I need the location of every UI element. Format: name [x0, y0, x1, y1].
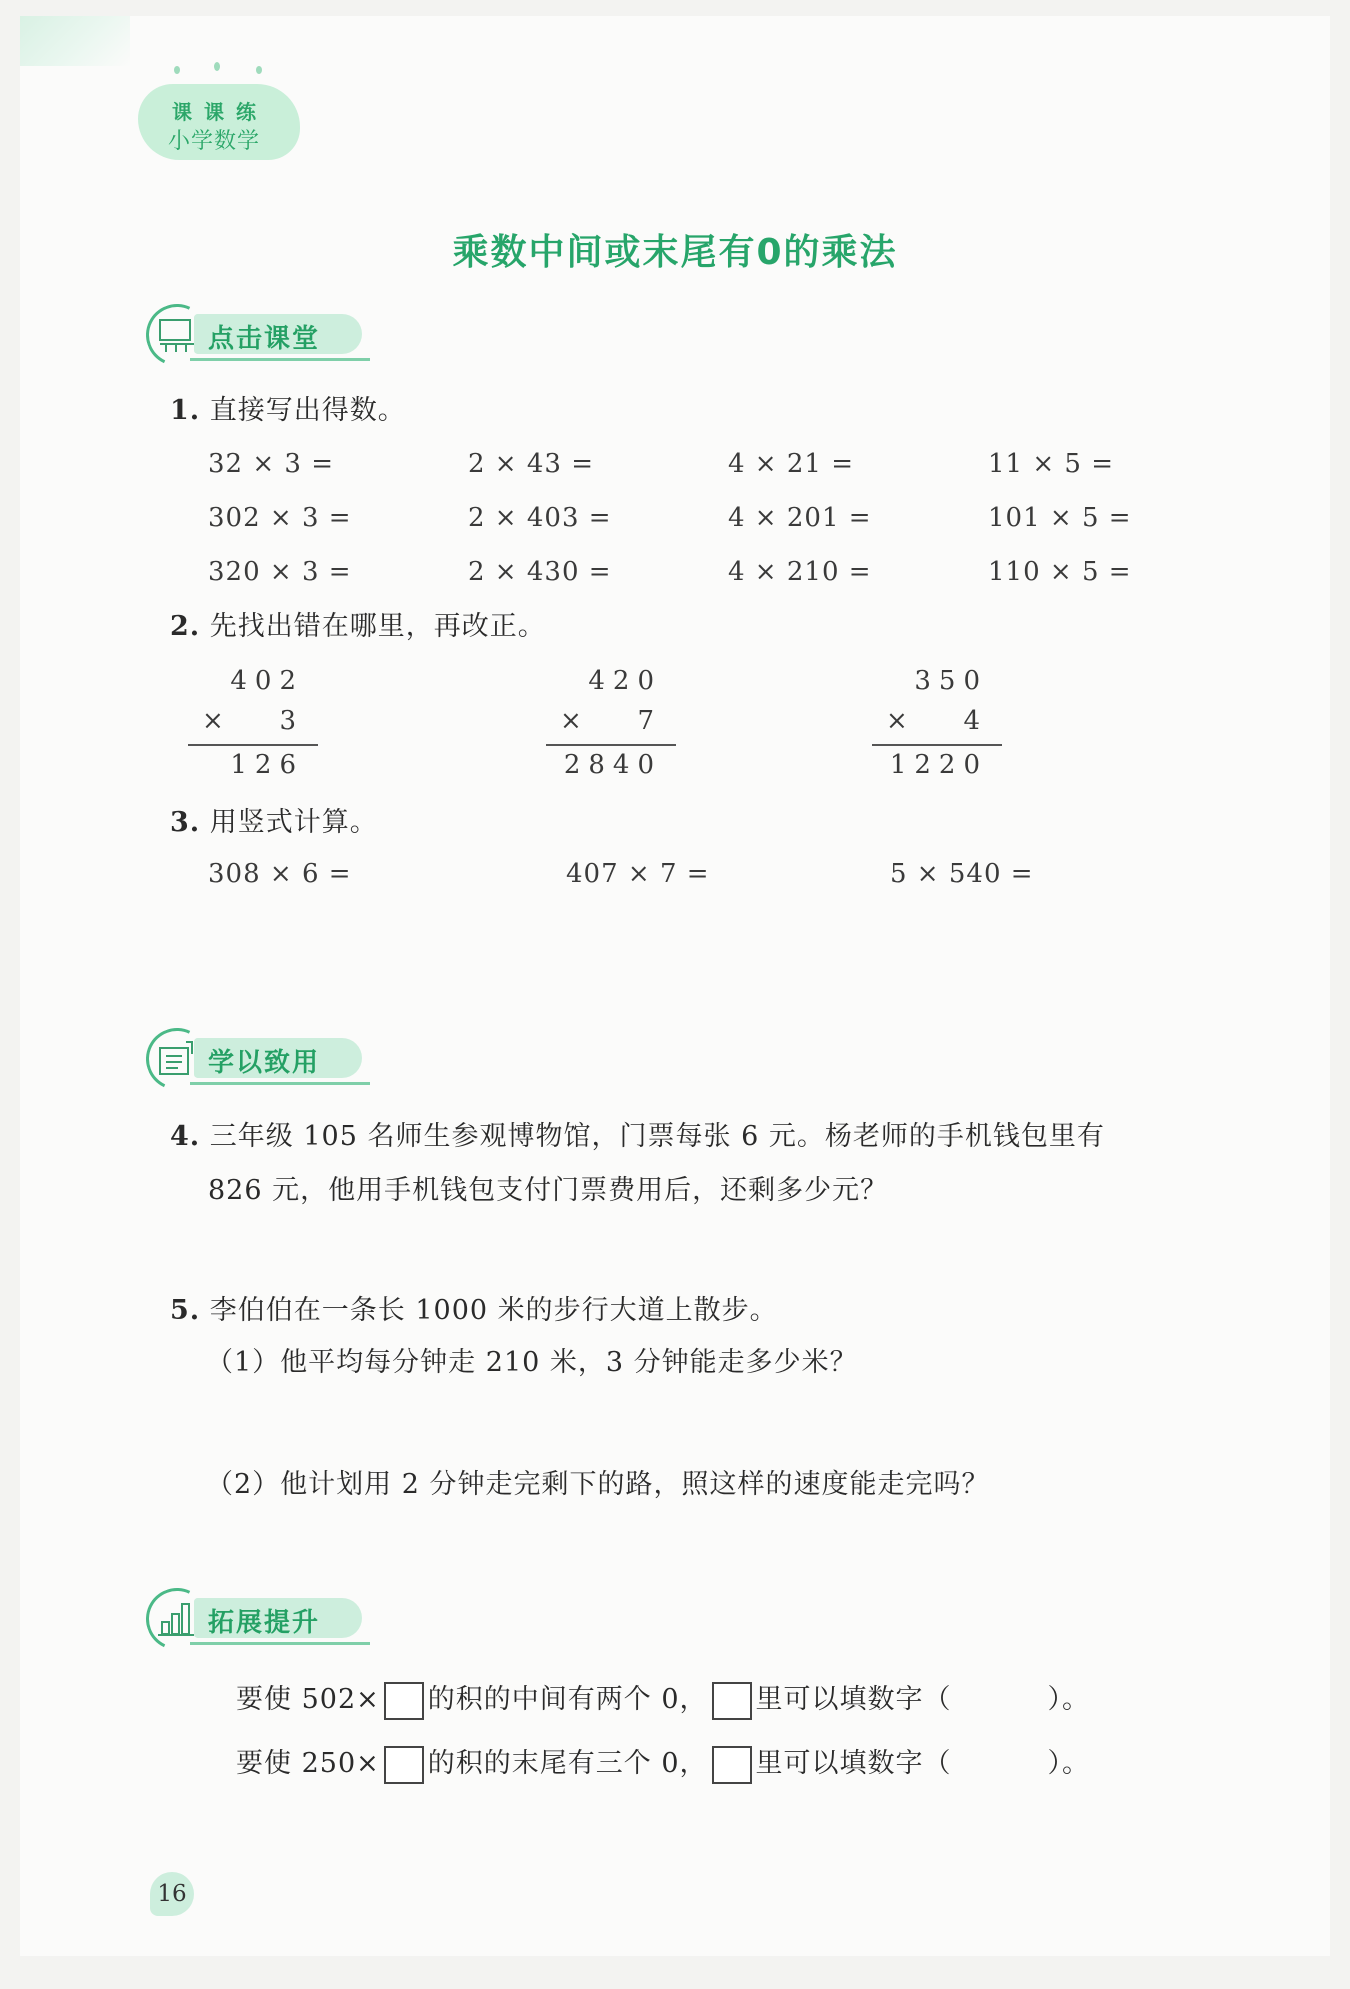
section-underline: [190, 1082, 370, 1085]
question-text: 用竖式计算。: [209, 807, 378, 838]
brand-line2: 小学数学: [168, 129, 261, 154]
brand-line1: 课课练: [172, 100, 268, 124]
calc-multiplier: 4: [963, 706, 988, 736]
sub-question-1: （1）他平均每分钟走 210 米，3 分钟能走多少米？: [206, 1347, 858, 1378]
q1-expr: 320 × 3 =: [208, 557, 352, 587]
question-number: 5.: [170, 1295, 201, 1326]
sub-question-2: （2）他计划用 2 分钟走完剩下的路，照这样的速度能走完吗？: [206, 1469, 990, 1500]
calc-result: 126: [230, 750, 304, 780]
book-icon: [156, 1038, 198, 1078]
question-3: [170, 806, 378, 840]
q1-expr: 2 × 403 =: [468, 503, 612, 533]
q1-expr: 302 × 3 =: [208, 503, 352, 533]
fill-text: 的积的末尾有三个 0，: [427, 1748, 708, 1779]
section-header-3: [146, 1588, 406, 1650]
classroom-icon: [156, 314, 198, 354]
question-number: 1.: [170, 395, 201, 426]
section-underline: [190, 1642, 370, 1645]
calc-multiplier: 7: [637, 706, 662, 736]
corner-shade: [20, 16, 130, 66]
calc-rule: [872, 744, 1002, 746]
extension-question-2: [236, 1744, 1090, 1784]
fill-text: 要使 250×: [236, 1748, 380, 1779]
fill-text: ）。: [1047, 1684, 1091, 1715]
question-5: [170, 1294, 778, 1328]
times-sign: ×: [202, 706, 224, 736]
calc-rule: [546, 744, 676, 746]
brand-badge: [118, 62, 308, 172]
section-title-2: 学以致用: [208, 1048, 321, 1078]
calc-top: 420: [588, 666, 662, 696]
workbook-page: [20, 16, 1330, 1956]
q1-expr: 32 × 3 =: [208, 449, 334, 479]
question-text: 先找出错在哪里，再改正。: [209, 611, 546, 642]
answer-box[interactable]: [384, 1746, 424, 1784]
calc-result: 2840: [563, 750, 662, 780]
page-number: 16: [150, 1872, 194, 1916]
section-header-2: [146, 1028, 406, 1090]
page-title: 乘数中间或末尾有0的乘法: [452, 232, 898, 273]
fill-text: 里可以填数字（: [755, 1684, 952, 1715]
fill-text: ）。: [1047, 1748, 1091, 1779]
q1-expr: 2 × 43 =: [468, 449, 594, 479]
section-title-1: 点击课堂: [208, 324, 321, 354]
question-4-line2: 826 元，他用手机钱包支付门票费用后，还剩多少元？: [208, 1175, 889, 1206]
growth-chart-icon: [156, 1598, 198, 1638]
q1-expr: 110 × 5 =: [988, 557, 1132, 587]
calc-top: 350: [914, 666, 988, 696]
q1-expr: 2 × 430 =: [468, 557, 612, 587]
times-sign: ×: [560, 706, 582, 736]
calc-rule: [188, 744, 318, 746]
calc-result: 1220: [889, 750, 988, 780]
calc-top: 402: [230, 666, 304, 696]
brand-dot: [256, 66, 262, 74]
question-number: 2.: [170, 611, 201, 642]
q3-expr: 308 × 6 =: [208, 859, 352, 889]
answer-box[interactable]: [384, 1682, 424, 1720]
question-text: 三年级 105 名师生参观博物馆，门票每张 6 元。杨老师的手机钱包里有: [209, 1121, 1105, 1152]
section-underline: [190, 358, 370, 361]
q1-expr: 11 × 5 =: [988, 449, 1114, 479]
section-header-1: [146, 304, 406, 366]
times-sign: ×: [886, 706, 908, 736]
question-4: [170, 1120, 1105, 1154]
q1-expr: 4 × 201 =: [728, 503, 872, 533]
answer-box-ref: [712, 1682, 752, 1720]
q1-expr: 4 × 21 =: [728, 449, 854, 479]
question-text: 李伯伯在一条长 1000 米的步行大道上散步。: [209, 1295, 778, 1326]
q1-expr: 101 × 5 =: [988, 503, 1132, 533]
extension-question-1: [236, 1680, 1090, 1720]
fill-text: 的积的中间有两个 0，: [427, 1684, 708, 1715]
question-number: 4.: [170, 1121, 201, 1152]
question-text: 直接写出得数。: [209, 395, 406, 426]
q3-expr: 407 × 7 =: [566, 859, 710, 889]
q1-expr: 4 × 210 =: [728, 557, 872, 587]
calc-multiplier: 3: [279, 706, 304, 736]
q3-expr: 5 × 540 =: [890, 859, 1034, 889]
question-number: 3.: [170, 807, 201, 838]
section-title-3: 拓展提升: [208, 1608, 321, 1638]
fill-text: 要使 502×: [236, 1684, 380, 1715]
answer-box-ref: [712, 1746, 752, 1784]
brand-dot: [174, 66, 180, 74]
fill-text: 里可以填数字（: [755, 1748, 952, 1779]
question-1: [170, 394, 406, 428]
brand-dot: [214, 62, 220, 71]
question-2: [170, 610, 546, 644]
